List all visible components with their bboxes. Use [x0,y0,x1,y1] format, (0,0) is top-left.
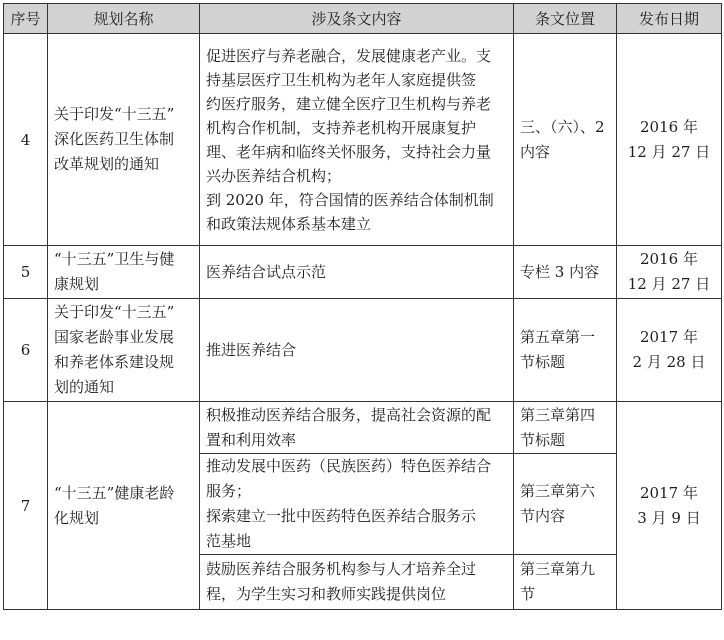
text-line: 和养老体系建设规 [54,353,175,371]
text-line: 关于印发“十三五” [54,303,175,321]
text-line: 深化医药卫生体制 [54,130,175,148]
table-row [4,402,722,454]
text-line: 12 月 27 日 [627,275,711,293]
position-cell [514,246,617,299]
position-cell [514,555,617,610]
date-text [623,481,715,531]
text-line: 节标题 [520,353,566,371]
content-text [206,260,507,285]
content-text [206,557,507,607]
text-line: 持基层医疗卫生机构为老年人家庭提供签 [206,70,477,89]
position-cell [514,454,617,555]
content-cell [200,454,514,555]
text-line: 内容 [520,142,551,161]
date-cell [617,299,722,402]
text-line: 第三章第六 [520,482,596,500]
date-cell [617,34,722,246]
header-content: 涉及条文内容 [200,4,514,34]
policy-table [3,3,722,610]
text-line: 2016 年 [640,117,698,136]
header-position: 条文位置 [514,4,617,34]
plan-name-cell [48,34,200,246]
date-text [623,247,715,297]
text-line: 改革规划的通知 [54,155,160,173]
text-line: 国家老龄事业发展 [54,328,175,346]
text-line: 第三章第四 [520,405,596,424]
header-row [4,4,722,34]
text-line: 约医疗服务，建立健全医疗卫生机构与养老 [206,94,492,113]
content-text [206,338,507,363]
plan-name-text [54,300,193,400]
text-line: 第五章第一 [520,328,596,346]
position-cell [514,402,617,454]
text-line: 促进医疗与养老融合，发展健康老产业。支 [206,46,492,65]
text-line: 第三章第九 [520,560,596,578]
plan-name-cell [48,402,200,610]
text-line: 机构合作机制，支持养老机构开展康复护 [206,118,477,137]
text-line: “十三五”健康老龄 [54,483,175,502]
plan-name-text [54,481,193,531]
text-line: 3 月 9 日 [637,508,701,527]
policy-table-container [3,3,721,610]
plan-name-text [54,247,193,297]
text-line: 推动发展中医药（民族医药）特色医养结合 [206,457,492,475]
text-line: 2017 年 [640,328,698,346]
text-line: 探索建立一批中医药特色医养结合服务示 [206,507,477,525]
text-line: 积极推动医养结合服务，提高社会资源的配 [206,405,492,424]
text-line: 兴办医养结合机构； [206,166,342,185]
position-cell [514,34,617,246]
text-line: 置和利用效率 [206,430,297,449]
position-text [520,325,610,375]
date-text [623,325,715,375]
row-no: 5 [4,246,48,299]
content-cell [200,246,514,299]
position-cell [514,299,617,402]
text-line: 2 月 28 日 [632,353,706,371]
plan-name-cell [48,246,200,299]
text-line: 医养结合试点示范 [206,262,327,281]
text-line: 三、（六）、2 [520,117,605,136]
plan-name-text [54,102,193,177]
date-cell [617,246,722,299]
position-text [520,403,610,453]
text-line: 2016 年 [640,250,698,268]
text-line: 12 月 27 日 [627,142,711,161]
text-line: 专栏 3 内容 [520,262,600,281]
text-line: 划的通知 [54,378,115,396]
position-text [520,260,610,285]
text-line: 康规划 [54,275,100,293]
text-line: 服务； [206,482,252,500]
text-line: 鼓励医养结合服务机构参与人才培养全过 [206,560,477,578]
date-text [623,115,715,165]
row-no: 7 [4,402,48,610]
text-line: 节 [520,585,536,603]
content-text [206,454,507,554]
text-line: 到 2020 年，符合国情的医养结合体制机制 [206,190,494,209]
position-text [520,557,610,607]
position-text [520,479,610,529]
text-line: 2017 年 [640,483,698,502]
text-line: 程，为学生实习和教师实践提供岗位 [206,585,447,603]
plan-name-cell [48,299,200,402]
date-cell [617,402,722,610]
content-cell [200,299,514,402]
content-cell [200,555,514,610]
text-line: 关于印发“十三五” [54,105,175,123]
table-row [4,246,722,299]
text-line: 范基地 [206,532,252,550]
text-line: 节内容 [520,507,566,525]
position-text [520,115,610,165]
text-line: 节标题 [520,430,566,449]
header-plan-name: 规划名称 [48,4,200,34]
text-line: 推进医养结合 [206,340,297,359]
header-date: 发布日期 [617,4,722,34]
table-row [4,299,722,402]
text-line: “十三五”卫生与健 [54,250,175,268]
text-line: 和政策法规体系基本建立 [206,214,372,233]
row-no: 4 [4,34,48,246]
row-no: 6 [4,299,48,402]
text-line: 理、老年病和临终关怀服务，支持社会力量 [206,142,492,161]
content-cell [200,34,514,246]
content-text [206,403,507,453]
header-no: 序号 [4,4,48,34]
content-cell [200,402,514,454]
text-line: 化规划 [54,508,100,527]
content-text [206,44,507,236]
table-row [4,34,722,246]
